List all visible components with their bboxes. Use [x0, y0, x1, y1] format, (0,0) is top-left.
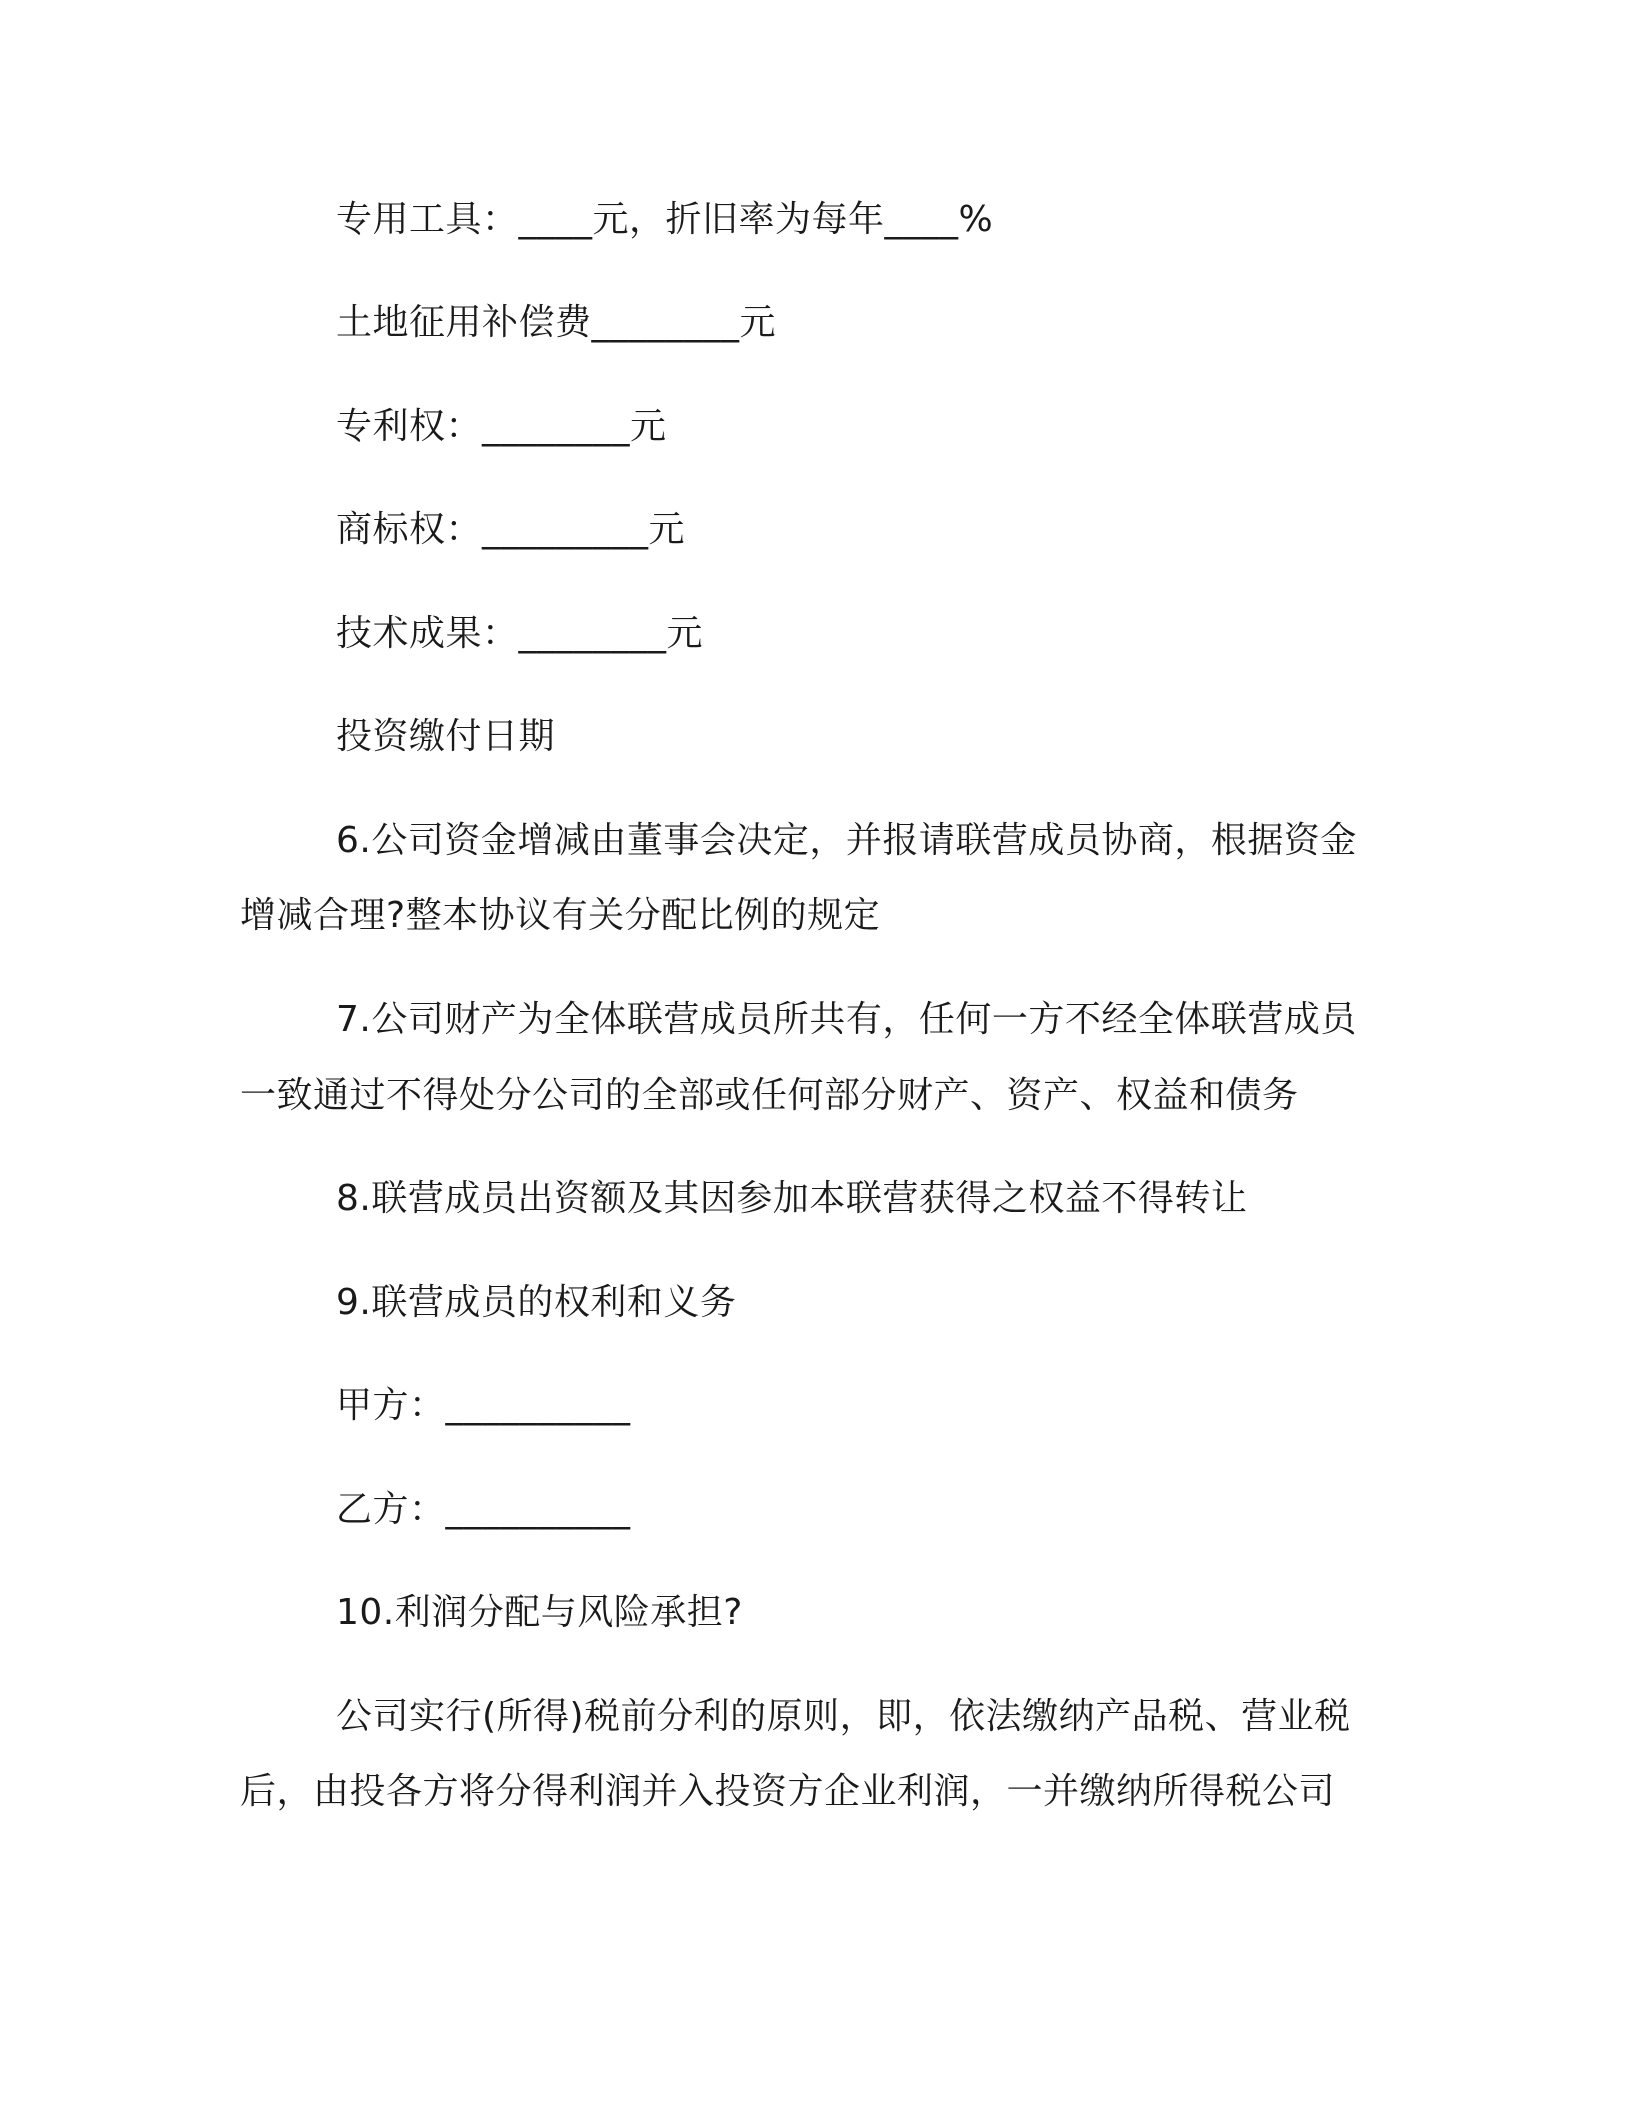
patent-line: 专利权：________元 [336, 406, 667, 447]
profit-line-2: 后，由投各方将分得利润并入投资方企业利润，一并缴纳所得税公司 [240, 1771, 1336, 1812]
profit-line-1: 公司实行(所得)税前分利的原则，即，依法缴纳产品税、营业税 [336, 1696, 1351, 1737]
clause-8-line: 8.联营成员出资额及其因参加本联营获得之权益不得转让 [336, 1178, 1248, 1219]
clause-7-line-1: 7.公司财产为全体联营成员所共有，任何一方不经全体联营成员 [336, 999, 1357, 1040]
special-tools-line: 专用工具：____元，折旧率为每年____% [336, 199, 994, 240]
trademark-line: 商标权：_________元 [336, 509, 686, 550]
clause-10-heading: 10.利润分配与风险承担? [336, 1592, 743, 1633]
party-a-line: 甲方：__________ [336, 1385, 631, 1426]
land-compensation-line: 土地征用补偿费________元 [336, 302, 777, 343]
payment-date-heading: 投资缴付日期 [336, 716, 556, 757]
tech-results-line: 技术成果：________元 [336, 613, 704, 654]
party-b-line: 乙方：__________ [336, 1489, 631, 1530]
clause-6-line-2: 增减合理?整本协议有关分配比例的规定 [240, 895, 881, 936]
clause-9-line: 9.联营成员的权利和义务 [336, 1282, 737, 1323]
clause-6-line-1: 6.公司资金增减由董事会决定，并报请联营成员协商，根据资金 [336, 820, 1357, 861]
clause-7-line-2: 一致通过不得处分公司的全部或任何部分财产、资产、权益和债务 [240, 1075, 1299, 1116]
